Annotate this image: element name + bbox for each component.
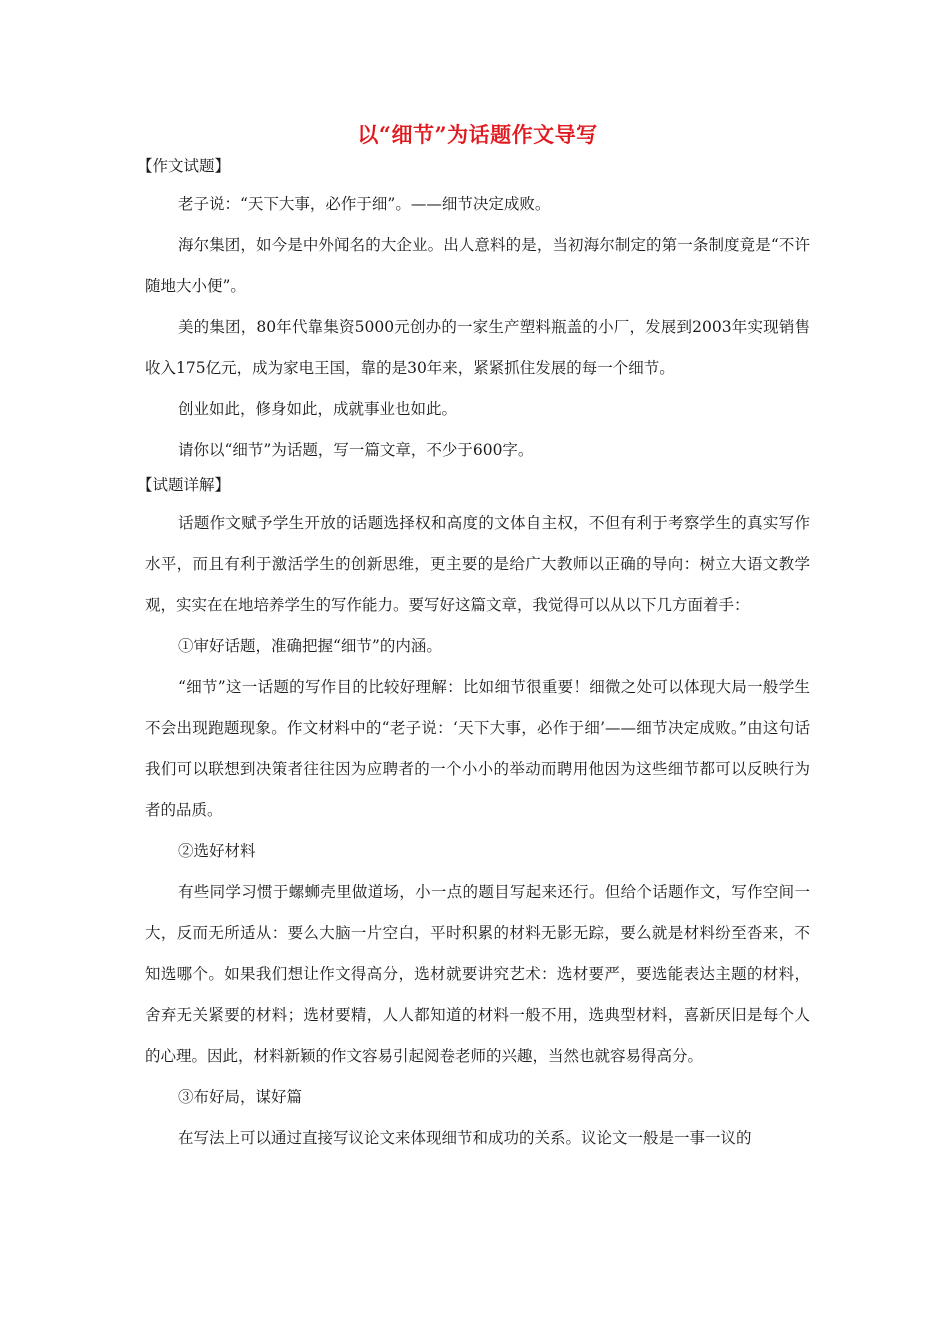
section-heading-question: 【作文试题】: [137, 157, 231, 175]
paragraph: ②选好材料: [178, 842, 256, 860]
paragraph: ③布好局，谋好篇: [178, 1088, 303, 1106]
paragraph: 海尔集团，如今是中外闻名的大企业。出人意料的是，当初海尔制定的第一条制度竟是“不许随地大小便”。: [145, 236, 810, 295]
paragraph: 创业如此，修身如此，成就事业也如此。: [178, 400, 458, 418]
paragraph: ①审好话题，准确把握“细节”的内涵。: [178, 637, 442, 655]
document-title: 以“细节”为话题作文导写: [357, 122, 598, 147]
section-heading-explanation: 【试题详解】: [137, 476, 231, 494]
paragraph: 话题作文赋予学生开放的话题选择权和高度的文体自主权，不但有利于考察学生的真实写作水平，而且有利于激活学生的创新思维，更主要的是给广大教师以正确的导向：树立大语文教学观，实实在在地培养学生的写作能力。要写好这篇文章，我觉得可以从以下几方面着手：: [145, 514, 810, 614]
paragraph: 老子说：“天下大事，必作于细”。——细节决定成败。: [178, 195, 551, 213]
paragraph: 美的集团，80年代靠集资5000元创办的一家生产塑料瓶盖的小厂，发展到2003年实现销售收入175亿元，成为家电王国，靠的是30年来，紧紧抓住发展的每一个细节。: [145, 318, 810, 377]
paragraph: 有些同学习惯于螺蛳壳里做道场，小一点的题目写起来还行。但给个话题作文，写作空间一大，反而无所适从：要么大脑一片空白，平时积累的材料无影无踪，要么就是材料纷至沓来，不知选哪个。如果我们想让作文得高分，选材就要讲究艺术：选材要严，要选能表达主题的材料，舍弃无关紧要的材料；选材要精，人人都知道的材料一般不用，选典型材料，喜新厌旧是每个人的心理。因此，材料新颖的作文容易引起阅卷老师的兴趣，当然也就容易得高分。: [145, 883, 810, 1065]
paragraph: 请你以“细节”为话题，写一篇文章，不少于600字。: [178, 441, 534, 459]
paragraph: “细节”这一话题的写作目的比较好理解：比如细节很重要！细微之处可以体现大局一般学生不会出现跑题现象。作文材料中的“老子说：‘天下大事，必作于细’——细节决定成败。”由这句话我们可以联想到决策者往往因为应聘者的一个小小的举动而聘用他因为这些细节都可以反映行为者的品质。: [145, 678, 810, 819]
document-page: [137, 118, 810, 1159]
paragraph: 在写法上可以通过直接写议论文来体现细节和成功的关系。议论文一般是一事一议的: [178, 1129, 752, 1147]
